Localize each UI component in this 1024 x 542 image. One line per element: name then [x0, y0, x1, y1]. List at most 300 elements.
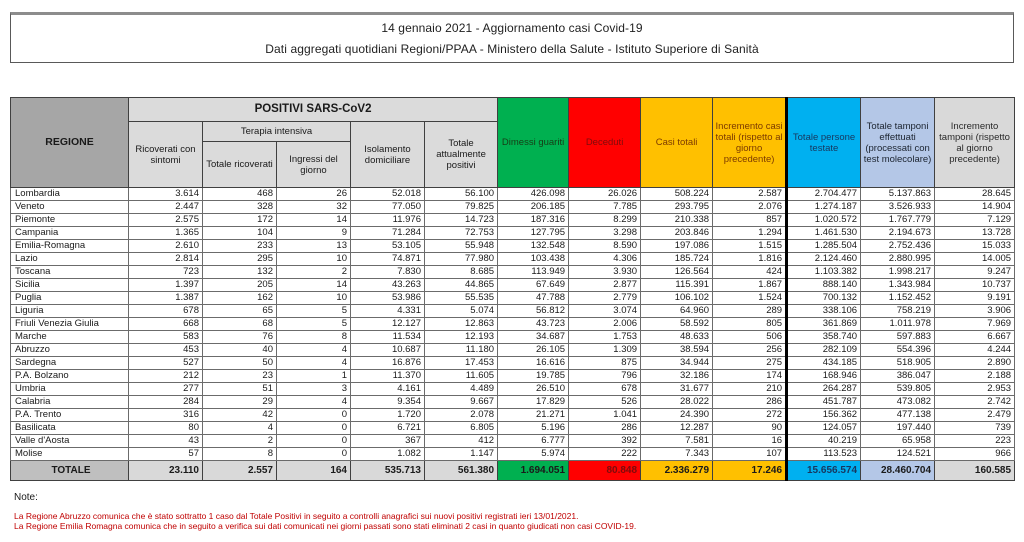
cell-value: 2.779	[569, 292, 641, 305]
cell-value: 8.299	[569, 214, 641, 227]
totale-cell: 160.585	[935, 461, 1015, 481]
cell-value: 3.614	[129, 188, 203, 201]
cell-value: 9.247	[935, 266, 1015, 279]
cell-value: 57	[129, 448, 203, 461]
cell-value: 52.018	[351, 188, 425, 201]
cell-value: 392	[569, 435, 641, 448]
cell-value: 28.022	[641, 396, 713, 409]
cell-value: 966	[935, 448, 1015, 461]
cell-value: 107	[713, 448, 787, 461]
cell-value: 5.074	[425, 305, 498, 318]
cell-value: 1.365	[129, 227, 203, 240]
cell-value: 65	[203, 305, 277, 318]
cell-value: 2.742	[935, 396, 1015, 409]
region-name: Marche	[11, 331, 129, 344]
cell-value: 65.958	[861, 435, 935, 448]
table-row	[11, 396, 1015, 409]
cell-value: 0	[277, 435, 351, 448]
cell-value: 40.219	[787, 435, 861, 448]
cell-value: 76	[203, 331, 277, 344]
cell-value: 277	[129, 383, 203, 396]
cell-value: 58.592	[641, 318, 713, 331]
cell-value: 758.219	[861, 305, 935, 318]
cell-value: 34.687	[498, 331, 569, 344]
table-row	[11, 357, 1015, 370]
cell-value: 9	[277, 227, 351, 240]
cell-value: 5	[277, 305, 351, 318]
cell-value: 74.871	[351, 253, 425, 266]
cell-value: 6.777	[498, 435, 569, 448]
cell-value: 68	[203, 318, 277, 331]
totale-cell: 28.460.704	[861, 461, 935, 481]
cell-value: 11.370	[351, 370, 425, 383]
cell-value: 4	[277, 344, 351, 357]
table-row	[11, 253, 1015, 266]
cell-value: 739	[935, 422, 1015, 435]
cell-value: 2.587	[713, 188, 787, 201]
cell-value: 358.740	[787, 331, 861, 344]
region-name: Valle d'Aosta	[11, 435, 129, 448]
totale-cell: 535.713	[351, 461, 425, 481]
totale-cell: 2.336.279	[641, 461, 713, 481]
cell-value: 168.946	[787, 370, 861, 383]
cell-value: 2.752.436	[861, 240, 935, 253]
cell-value: 56.100	[425, 188, 498, 201]
cell-value: 4.161	[351, 383, 425, 396]
region-name: Molise	[11, 448, 129, 461]
cell-value: 284	[129, 396, 203, 409]
cell-value: 1.753	[569, 331, 641, 344]
cell-value: 424	[713, 266, 787, 279]
cell-value: 11.976	[351, 214, 425, 227]
cell-value: 26.105	[498, 344, 569, 357]
cell-value: 14	[277, 279, 351, 292]
cell-value: 453	[129, 344, 203, 357]
cell-value: 104	[203, 227, 277, 240]
table-body	[11, 188, 1015, 461]
region-name: Piemonte	[11, 214, 129, 227]
cell-value: 113.523	[787, 448, 861, 461]
cell-value: 2.877	[569, 279, 641, 292]
table-row	[11, 409, 1015, 422]
report-title: 14 gennaio 2021 - Aggiornamento casi Covid-19	[381, 21, 643, 35]
note-abruzzo: La Regione Abruzzo comunica che è stato sottratto 1 caso dal Totale Positivi in seguito a controlli anagrafici sui nuovi positivi registrati ieri 13/01/2021.	[14, 511, 579, 521]
table-row	[11, 266, 1015, 279]
region-name: Basilicata	[11, 422, 129, 435]
cell-value: 19.785	[498, 370, 569, 383]
cell-value: 43.723	[498, 318, 569, 331]
title-box	[10, 12, 1014, 63]
cell-value: 50	[203, 357, 277, 370]
cell-value: 5.196	[498, 422, 569, 435]
table-row	[11, 227, 1015, 240]
cell-value: 4	[277, 396, 351, 409]
region-name: Toscana	[11, 266, 129, 279]
cell-value: 293.795	[641, 201, 713, 214]
header-ingressi-giorno: Ingressi del giorno	[277, 142, 351, 188]
table-row	[11, 435, 1015, 448]
cell-value: 1.867	[713, 279, 787, 292]
cell-value: 468	[203, 188, 277, 201]
cell-value: 1.152.452	[861, 292, 935, 305]
cell-value: 14	[277, 214, 351, 227]
header-positivi-group: POSITIVI SARS-CoV2	[129, 98, 498, 122]
header-incremento-casi: Incremento casi totali (rispetto al giorno precedente)	[713, 98, 787, 188]
cell-value: 16.876	[351, 357, 425, 370]
header-totale-ricoverati: Totale ricoverati	[203, 142, 277, 188]
region-name: Umbria	[11, 383, 129, 396]
table-row	[11, 279, 1015, 292]
cell-value: 1	[277, 370, 351, 383]
cell-value: 90	[713, 422, 787, 435]
cell-value: 172	[203, 214, 277, 227]
cell-value: 0	[277, 422, 351, 435]
cell-value: 2.006	[569, 318, 641, 331]
cell-value: 1.103.382	[787, 266, 861, 279]
cell-value: 328	[203, 201, 277, 214]
cell-value: 1.309	[569, 344, 641, 357]
table-row	[11, 292, 1015, 305]
cell-value: 477.138	[861, 409, 935, 422]
table-row	[11, 448, 1015, 461]
note-emilia-romagna: La Regione Emilia Romagna comunica che in seguito a verifica sui dati comunicati nei giorni passati sono stati eliminati 2 casi in quanto giudicati non casi COVID-19.	[14, 521, 637, 531]
cell-value: 264.287	[787, 383, 861, 396]
cell-value: 197.440	[861, 422, 935, 435]
table-row	[11, 188, 1015, 201]
cell-value: 0	[277, 409, 351, 422]
cell-value: 8.590	[569, 240, 641, 253]
cell-value: 11.180	[425, 344, 498, 357]
cell-value: 55.948	[425, 240, 498, 253]
report-subtitle: Dati aggregati quotidiani Regioni/PPAA - Ministero della Salute - Istituto Superiore di Sanità	[265, 42, 759, 56]
cell-value: 5.974	[498, 448, 569, 461]
cell-value: 1.816	[713, 253, 787, 266]
cell-value: 2.890	[935, 357, 1015, 370]
cell-value: 2.078	[425, 409, 498, 422]
header-isolamento: Isolamento domiciliare	[351, 122, 425, 188]
notes-title: Note:	[14, 492, 38, 503]
table-row	[11, 240, 1015, 253]
cell-value: 156.362	[787, 409, 861, 422]
cell-value: 47.788	[498, 292, 569, 305]
cell-value: 1.274.187	[787, 201, 861, 214]
cell-value: 2.188	[935, 370, 1015, 383]
cell-value: 4	[203, 422, 277, 435]
cell-value: 6.667	[935, 331, 1015, 344]
cell-value: 2.076	[713, 201, 787, 214]
cell-value: 6.805	[425, 422, 498, 435]
cell-value: 40	[203, 344, 277, 357]
cell-value: 26.026	[569, 188, 641, 201]
cell-value: 162	[203, 292, 277, 305]
cell-value: 212	[129, 370, 203, 383]
cell-value: 223	[935, 435, 1015, 448]
cell-value: 132	[203, 266, 277, 279]
cell-value: 4.489	[425, 383, 498, 396]
cell-value: 206.185	[498, 201, 569, 214]
table-row	[11, 201, 1015, 214]
table-row	[11, 214, 1015, 227]
cell-value: 473.082	[861, 396, 935, 409]
header-ricoverati-sintomi: Ricoverati con sintomi	[129, 122, 203, 188]
totale-cell: 80.848	[569, 461, 641, 481]
cell-value: 1.020.572	[787, 214, 861, 227]
cell-value: 272	[713, 409, 787, 422]
cell-value: 124.521	[861, 448, 935, 461]
cell-value: 80	[129, 422, 203, 435]
cell-value: 53.986	[351, 292, 425, 305]
cell-value: 526	[569, 396, 641, 409]
cell-value: 857	[713, 214, 787, 227]
cell-value: 434.185	[787, 357, 861, 370]
cell-value: 316	[129, 409, 203, 422]
cell-value: 7.343	[641, 448, 713, 461]
cell-value: 2.704.477	[787, 188, 861, 201]
cell-value: 805	[713, 318, 787, 331]
totale-cell: 2.557	[203, 461, 277, 481]
region-name: Calabria	[11, 396, 129, 409]
cell-value: 26.510	[498, 383, 569, 396]
region-name: Sicilia	[11, 279, 129, 292]
region-name: P.A. Bolzano	[11, 370, 129, 383]
cell-value: 286	[713, 396, 787, 409]
cell-value: 10.737	[935, 279, 1015, 292]
cell-value: 5.137.863	[861, 188, 935, 201]
cell-value: 2	[203, 435, 277, 448]
cell-value: 678	[569, 383, 641, 396]
cell-value: 42	[203, 409, 277, 422]
cell-value: 12.127	[351, 318, 425, 331]
cell-value: 23	[203, 370, 277, 383]
notes-section	[14, 492, 1004, 531]
cell-value: 3.930	[569, 266, 641, 279]
cell-value: 2.953	[935, 383, 1015, 396]
cell-value: 1.767.779	[861, 214, 935, 227]
cell-value: 508.224	[641, 188, 713, 201]
cell-value: 527	[129, 357, 203, 370]
cell-value: 8.685	[425, 266, 498, 279]
region-name: Lazio	[11, 253, 129, 266]
cell-value: 6.721	[351, 422, 425, 435]
cell-value: 412	[425, 435, 498, 448]
cell-value: 38.594	[641, 344, 713, 357]
header-incremento-tamponi: Incremento tamponi (rispetto al giorno precedente)	[935, 98, 1015, 188]
cell-value: 451.787	[787, 396, 861, 409]
cell-value: 506	[713, 331, 787, 344]
cell-value: 1.343.984	[861, 279, 935, 292]
cell-value: 426.098	[498, 188, 569, 201]
cell-value: 72.753	[425, 227, 498, 240]
totale-cell: 164	[277, 461, 351, 481]
totale-label: TOTALE	[11, 461, 129, 481]
cell-value: 289	[713, 305, 787, 318]
cell-value: 2	[277, 266, 351, 279]
cell-value: 77.050	[351, 201, 425, 214]
cell-value: 12.287	[641, 422, 713, 435]
cell-value: 7.129	[935, 214, 1015, 227]
cell-value: 43.263	[351, 279, 425, 292]
cell-value: 10	[277, 253, 351, 266]
cell-value: 875	[569, 357, 641, 370]
table-row	[11, 305, 1015, 318]
totale-row	[11, 461, 1015, 481]
cell-value: 7.830	[351, 266, 425, 279]
cell-value: 64.960	[641, 305, 713, 318]
cell-value: 8	[277, 331, 351, 344]
cell-value: 55.535	[425, 292, 498, 305]
region-name: Campania	[11, 227, 129, 240]
cell-value: 7.581	[641, 435, 713, 448]
cell-value: 9.354	[351, 396, 425, 409]
cell-value: 4	[277, 357, 351, 370]
cell-value: 79.825	[425, 201, 498, 214]
cell-value: 53.105	[351, 240, 425, 253]
cell-value: 127.795	[498, 227, 569, 240]
table-row	[11, 383, 1015, 396]
totale-cell: 561.380	[425, 461, 498, 481]
cell-value: 210.338	[641, 214, 713, 227]
cell-value: 275	[713, 357, 787, 370]
cell-value: 256	[713, 344, 787, 357]
cell-value: 888.140	[787, 279, 861, 292]
cell-value: 197.086	[641, 240, 713, 253]
table-row	[11, 370, 1015, 383]
cell-value: 1.041	[569, 409, 641, 422]
region-name: Friuli Venezia Giulia	[11, 318, 129, 331]
cell-value: 210	[713, 383, 787, 396]
cell-value: 361.869	[787, 318, 861, 331]
cell-value: 0	[277, 448, 351, 461]
totale-cell: 15.656.574	[787, 461, 861, 481]
cell-value: 126.564	[641, 266, 713, 279]
cell-value: 3.298	[569, 227, 641, 240]
cell-value: 3.526.933	[861, 201, 935, 214]
header-attualmente-positivi: Totale attualmente positivi	[425, 122, 498, 188]
cell-value: 1.998.217	[861, 266, 935, 279]
cell-value: 44.865	[425, 279, 498, 292]
cell-value: 34.944	[641, 357, 713, 370]
cell-value: 174	[713, 370, 787, 383]
cell-value: 1.285.504	[787, 240, 861, 253]
cell-value: 1.294	[713, 227, 787, 240]
cell-value: 282.109	[787, 344, 861, 357]
cell-value: 9.667	[425, 396, 498, 409]
cell-value: 678	[129, 305, 203, 318]
cell-value: 8	[203, 448, 277, 461]
cell-value: 13	[277, 240, 351, 253]
cell-value: 2.880.995	[861, 253, 935, 266]
table-row	[11, 318, 1015, 331]
cell-value: 16.616	[498, 357, 569, 370]
cell-value: 67.649	[498, 279, 569, 292]
cell-value: 106.102	[641, 292, 713, 305]
region-name: Sardegna	[11, 357, 129, 370]
region-name: Liguria	[11, 305, 129, 318]
cell-value: 286	[569, 422, 641, 435]
cell-value: 31.677	[641, 383, 713, 396]
cell-value: 77.980	[425, 253, 498, 266]
cell-value: 185.724	[641, 253, 713, 266]
cell-value: 2.124.460	[787, 253, 861, 266]
cell-value: 115.391	[641, 279, 713, 292]
cell-value: 51	[203, 383, 277, 396]
cell-value: 2.610	[129, 240, 203, 253]
cell-value: 14.005	[935, 253, 1015, 266]
region-name: Emilia-Romagna	[11, 240, 129, 253]
cell-value: 2.479	[935, 409, 1015, 422]
cell-value: 10	[277, 292, 351, 305]
cell-value: 32.186	[641, 370, 713, 383]
header-terapia-intensiva: Terapia intensiva	[203, 122, 351, 142]
cell-value: 14.723	[425, 214, 498, 227]
cell-value: 205	[203, 279, 277, 292]
cell-value: 21.271	[498, 409, 569, 422]
cell-value: 4.331	[351, 305, 425, 318]
cell-value: 796	[569, 370, 641, 383]
cell-value: 3.074	[569, 305, 641, 318]
cell-value: 367	[351, 435, 425, 448]
header-casi-totali: Casi totali	[641, 98, 713, 188]
region-name: P.A. Trento	[11, 409, 129, 422]
cell-value: 233	[203, 240, 277, 253]
cell-value: 700.132	[787, 292, 861, 305]
cell-value: 56.812	[498, 305, 569, 318]
cell-value: 187.316	[498, 214, 569, 227]
cell-value: 4.244	[935, 344, 1015, 357]
cell-value: 32	[277, 201, 351, 214]
totale-cell: 23.110	[129, 461, 203, 481]
cell-value: 2.447	[129, 201, 203, 214]
cell-value: 597.883	[861, 331, 935, 344]
cell-value: 583	[129, 331, 203, 344]
cell-value: 1.011.978	[861, 318, 935, 331]
cell-value: 10.687	[351, 344, 425, 357]
cell-value: 71.284	[351, 227, 425, 240]
cell-value: 554.396	[861, 344, 935, 357]
cell-value: 295	[203, 253, 277, 266]
cell-value: 518.905	[861, 357, 935, 370]
cell-value: 338.106	[787, 305, 861, 318]
cell-value: 15.033	[935, 240, 1015, 253]
cell-value: 132.548	[498, 240, 569, 253]
totale-cell: 1.694.051	[498, 461, 569, 481]
cell-value: 12.863	[425, 318, 498, 331]
cell-value: 2.575	[129, 214, 203, 227]
cell-value: 103.438	[498, 253, 569, 266]
table-row	[11, 331, 1015, 344]
header-tamponi: Totale tamponi effettuati (processati con test molecolare)	[861, 98, 935, 188]
cell-value: 13.728	[935, 227, 1015, 240]
cell-value: 1.461.530	[787, 227, 861, 240]
cell-value: 7.969	[935, 318, 1015, 331]
cell-value: 5	[277, 318, 351, 331]
cell-value: 1.082	[351, 448, 425, 461]
region-name: Veneto	[11, 201, 129, 214]
cell-value: 11.534	[351, 331, 425, 344]
cell-value: 668	[129, 318, 203, 331]
cell-value: 24.390	[641, 409, 713, 422]
cell-value: 203.846	[641, 227, 713, 240]
header-dimessi-guariti: Dimessi guariti	[498, 98, 569, 188]
totale-cell: 17.246	[713, 461, 787, 481]
cell-value: 28.645	[935, 188, 1015, 201]
cell-value: 43	[129, 435, 203, 448]
cell-value: 26	[277, 188, 351, 201]
region-name: Puglia	[11, 292, 129, 305]
region-name: Abruzzo	[11, 344, 129, 357]
cell-value: 1.147	[425, 448, 498, 461]
cell-value: 124.057	[787, 422, 861, 435]
